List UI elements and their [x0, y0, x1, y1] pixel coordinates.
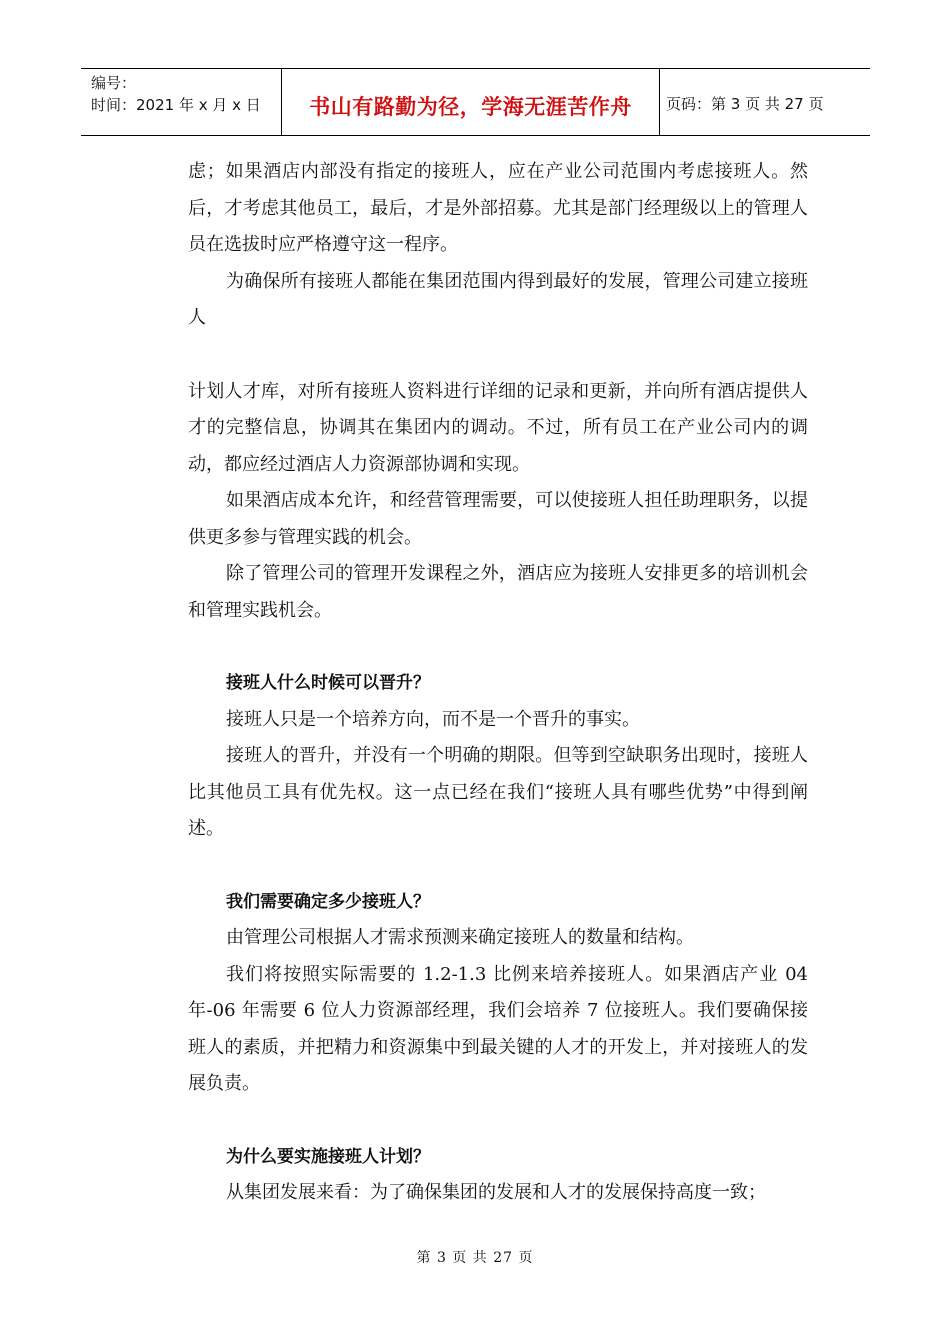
page-header — [81, 68, 870, 136]
paragraph-3: 计划人才库，对所有接班人资料进行详细的记录和更新，并向所有酒店提供人才的完整信息，协调其在集团内的调动。不过，所有员工在产业公司内的调动，都应经过酒店人力资源部协调和实现。 — [188, 380, 808, 475]
header-motto: 书山有路勤为径，学海无涯苦作舟 — [282, 69, 660, 135]
paragraph-10: 从集团发展来看：为了确保集团的发展和人才的发展保持高度一致； — [226, 1182, 766, 1203]
paragraph-4: 如果酒店成本允许，和经营管理需要，可以使接班人担任助理职务，以提供更多参与管理实践的机会。 — [188, 490, 808, 548]
section-heading-promotion: 接班人什么时候可以晋升？ — [226, 673, 430, 693]
paragraph-2: 为确保所有接班人都能在集团范围内得到最好的发展，管理公司建立接班人 — [188, 270, 808, 328]
paragraph-1: 虑；如果酒店内部没有指定的接班人，应在产业公司范围内考虑接班人。然后，才考虑其他员工，最后，才是外部招募。尤其是部门经理级以上的管理人员在选拔时应严格遵守这一程序。 — [188, 161, 808, 255]
page-footer: 第 3 页 共 27 页 — [416, 1250, 534, 1266]
header-meta — [81, 69, 282, 135]
paragraph-6: 接班人只是一个培养方向，而不是一个晋升的事实。 — [226, 708, 640, 730]
header-page-info: 页码：第 3 页 共 27 页 — [666, 95, 824, 113]
paragraph-8: 由管理公司根据人才需求预测来确定接班人的数量和结构。 — [226, 927, 694, 948]
paragraph-7: 接班人的晋升，并没有一个明确的期限。但等到空缺职务出现时，接班人比其他员工具有优先权。这一点已经在我们“接班人具有哪些优势”中得到阐述。 — [188, 745, 808, 839]
paragraph-5: 除了管理公司的管理开发课程之外，酒店应为接班人安排更多的培训机会和管理实践机会。 — [188, 563, 808, 621]
time-label: 时间：2021 年 x 月 x 日 — [91, 96, 261, 114]
spacer — [188, 337, 808, 374]
paragraph-9: 我们将按照实际需要的 1.2-1.3 比例来培养接班人。如果酒店产业 04 年-06 年需要 6 位人力资源部经理，我们会培养 7 位接班人。我们要确保接班人的素质，并把精力和资源集中到最关键的人才的开发上，并对接班人的发展负责。 — [188, 963, 808, 1094]
spacer — [188, 848, 808, 884]
spacer — [188, 629, 808, 665]
section-heading-why: 为什么要实施接班人计划？ — [226, 1146, 430, 1167]
section-heading-quantity: 我们需要确定多少接班人？ — [226, 891, 430, 912]
number-label: 编号： — [91, 74, 137, 92]
spacer — [188, 1103, 808, 1139]
document-body — [188, 154, 808, 1212]
